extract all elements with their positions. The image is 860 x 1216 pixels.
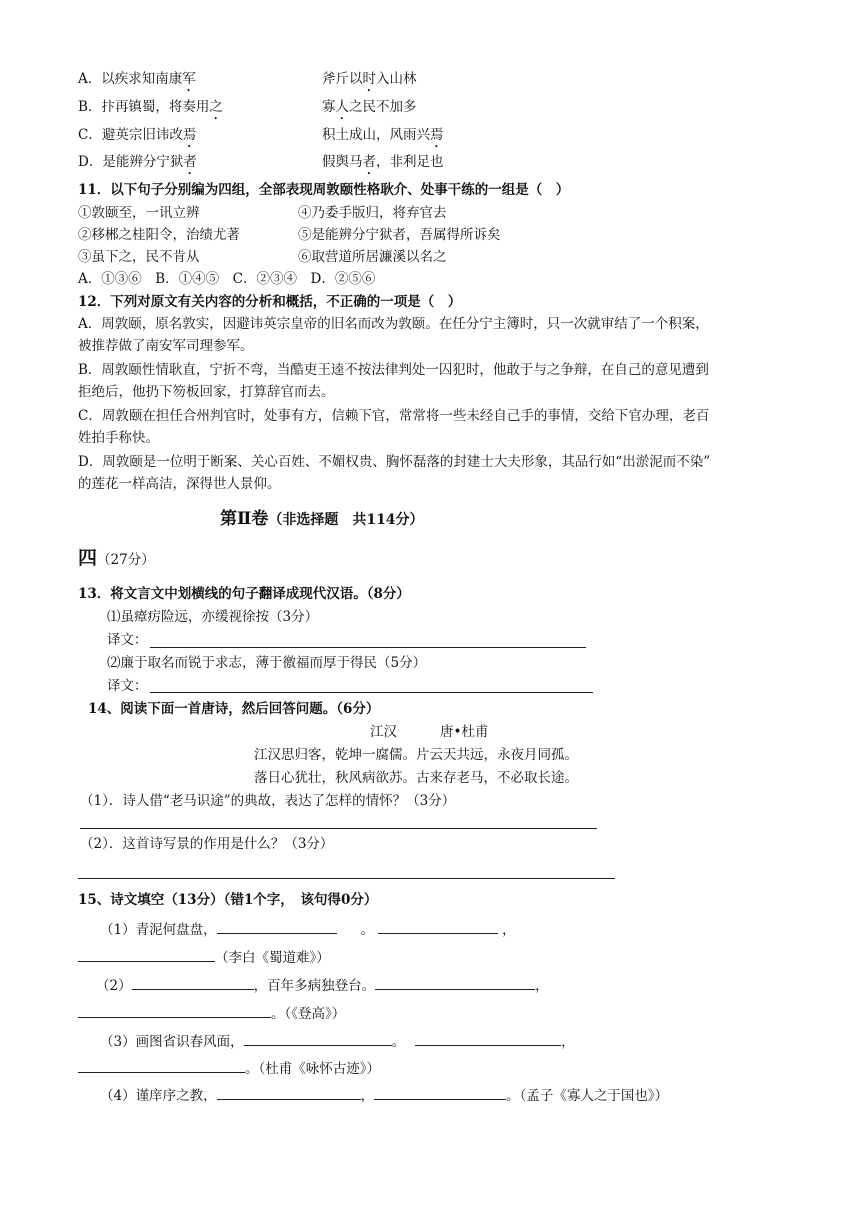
q13-translation-2-label: 译文： [107, 678, 148, 694]
q15-blank[interactable] [132, 975, 254, 990]
q15-blank[interactable] [217, 919, 337, 934]
q11-item-5: ⑤是能辨分宁狱者，吾属得所诉矣 [298, 227, 501, 243]
q11-item-6: ⑥取营道所居濂溪以名之 [298, 249, 447, 265]
q15-blank[interactable] [78, 947, 215, 962]
q11-item-2: ②移郴之桂阳令，治绩尤著 [78, 227, 240, 243]
q12-option-c-line2: 姓拍手称快。 [78, 430, 159, 446]
q12-option-d-line2: 的莲花一样高洁，深得世人景仰。 [78, 476, 281, 492]
poem-title: 江汉 [370, 724, 397, 740]
q15-item-1-line2: （李白《蜀道难》） [78, 947, 330, 967]
q10-option-c-right: 积土成山，风雨兴焉 [322, 127, 444, 143]
q10-option-a-right: 斧斤以时入山林 [322, 71, 417, 87]
q15-stem: 15、诗文填空（13分）（错1个字， 该句得0分） [78, 892, 378, 908]
q15-blank[interactable] [375, 975, 535, 990]
q13-sentence-1: ⑴虽瘴疠险远，亦缓视徐按（3分） [107, 609, 319, 625]
q13-stem: 13．将文言文中划横线的句子翻译成现代汉语。（8分） [78, 586, 410, 602]
part2-title: 第Ⅱ卷（非选择题 共114分） [220, 509, 424, 529]
q12-option-b-line1: B．周敦颐性情耿直，宁折不弯，当酷吏王逵不按法律判处一囚犯时，他敢于与之争辩，在自己的意见遭到 [78, 362, 709, 378]
poem-author: 唐•杜甫 [440, 724, 489, 740]
q12-option-d-line1: D．周敦颐是一位明于断案、关心百姓、不媚权贵、胸怀磊落的封建士大夫形象，其品行如“出淤泥而不染” [78, 454, 711, 470]
q15-item-3-line2: 。（杜甫《咏怀古迹》） [78, 1058, 380, 1078]
q10-option-b-left: B．抃再镇蜀，将奏用之 [78, 99, 223, 115]
q11-item-3: ③虽下之，民不肯从 [78, 249, 200, 265]
q10-option-c-left: C．避英宗旧讳改焉 [78, 127, 197, 143]
q10-option-d-left: D．是能辨分宁狱者 [78, 154, 197, 170]
q11-item-4: ④乃委手版归，将弃官去 [298, 205, 447, 221]
q15-blank[interactable] [78, 1058, 245, 1073]
q14-question-1: （1）．诗人借“老马识途”的典故，表达了怎样的情怀？（3分） [80, 793, 456, 809]
q14-stem: 14、阅读下面一首唐诗，然后回答问题。（6分） [88, 701, 380, 717]
poem-line-1: 江汉思归客，乾坤一腐儒。片云天共远，永夜月同孤。 [254, 747, 578, 763]
q12-stem: 12．下列对原文有关内容的分析和概括，不正确的一项是（ ） [78, 294, 462, 310]
q14-answer-2-blank[interactable] [78, 878, 615, 879]
q11-stem: 11．以下句子分别编为四组，全部表现周敦颐性格耿介、处事干练的一组是（ ） [78, 182, 570, 198]
q13-translation-1-blank[interactable] [150, 647, 586, 648]
q15-item-2-line2: 。（《登高》） [78, 1003, 345, 1023]
q13-translation-2-blank[interactable] [150, 692, 593, 693]
q14-answer-1-blank[interactable] [80, 828, 597, 829]
q12-option-a-line2: 被推荐做了南安军司理参军。 [78, 338, 254, 354]
q13-translation-1-label: 译文： [107, 632, 148, 648]
q15-item-1-line1: （1）青泥何盘盘， 。 ， [100, 919, 516, 939]
q15-item-4: （4）谨庠序之教， ， 。（孟子《寡人之于国也》） [100, 1085, 668, 1105]
q12-option-a-line1: A．周敦颐，原名敦实，因避讳英宗皇帝的旧名而改为敦颐。在任分宁主簿时，只一次就审结了一个积案， [78, 316, 709, 332]
q14-question-2: （2）．这首诗写景的作用是什么？（3分） [80, 836, 334, 852]
q15-item-3-line1: （3）画图省识春风面， 。 ， [100, 1031, 575, 1051]
q15-blank[interactable] [378, 919, 498, 934]
q15-item-2-line1: （2） ，百年多病独登台。 ， [96, 975, 549, 995]
q12-option-c-line1: C．周敦颐在担任合州判官时，处事有方，信赖下官，常常将一些未经自己手的事情，交给下官办理，老百 [78, 408, 710, 424]
poem-line-2: 落日心犹壮，秋风病欲苏。古来存老马，不必取长途。 [254, 770, 578, 786]
q15-blank[interactable] [415, 1031, 561, 1046]
q10-option-a-left: A．以疾求知南康军 [78, 71, 196, 87]
q13-sentence-2: ⑵廉于取名而锐于求志，薄于徼福而厚于得民（5分） [107, 655, 427, 671]
q11-item-1: ①敦颐至，一讯立辨 [78, 205, 200, 221]
q15-blank[interactable] [374, 1085, 506, 1100]
q11-options: A．①③⑥ B．①④⑤ C．②③④ D．②⑤⑥ [78, 271, 376, 287]
q15-blank[interactable] [244, 1031, 392, 1046]
q15-blank[interactable] [217, 1085, 361, 1100]
section-4-heading: 四（27分） [78, 547, 155, 569]
q12-option-b-line2: 拒绝后，他扔下笏板回家，打算辞官而去。 [78, 384, 335, 400]
q10-option-b-right: 寡人之民不加多 [322, 99, 417, 115]
q10-option-d-right: 假舆马者，非利足也 [322, 154, 444, 170]
q15-blank[interactable] [78, 1003, 271, 1018]
